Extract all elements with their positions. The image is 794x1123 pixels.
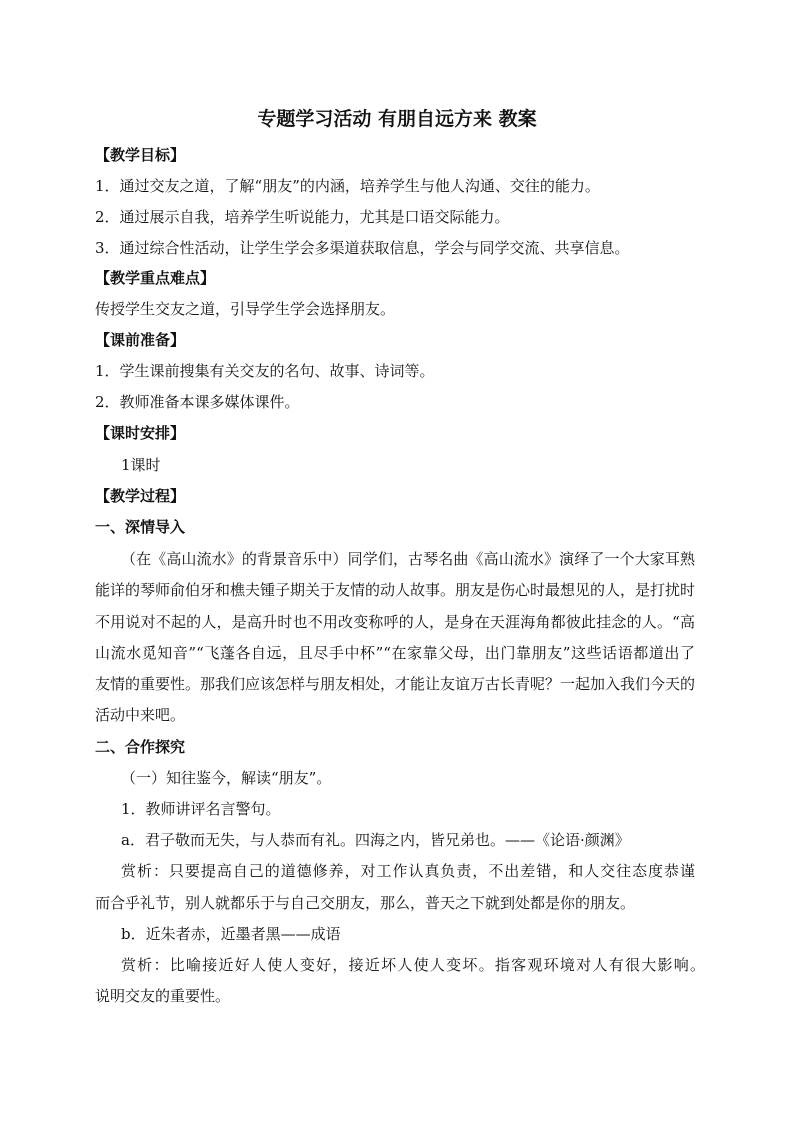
preparation-item-1: 1．学生课前搜集有关交友的名句、故事、诗词等。 — [95, 362, 435, 380]
intro-paragraph-line-3: 不用说对不起的人，是高升时也不用改变称呼的人，是身在天涯海角都彼此挂念的人。“高 — [95, 613, 695, 631]
subsection-heading-intro: 一、深情导入 — [95, 518, 186, 536]
appreciation-a-line-2: 而合乎礼节，别人就都乐于与自己交朋友，那么，普天之下就到处都是你的朋友。 — [95, 894, 636, 912]
explore-item-1: 1．教师讲评名言警句。 — [121, 800, 281, 818]
intro-paragraph-line-4: 山流水觅知音”“飞蓬各自远，且尽手中杯”“在家靠父母，出门靠朋友”这些话语都道出了 — [95, 644, 695, 662]
explore-part-1: （一）知往鉴今，解读“朋友”。 — [121, 769, 332, 787]
appreciation-b-line-1: 赏析：比喻接近好人使人变好，接近坏人使人变坏。指客观环境对人有很大影响。 — [121, 956, 705, 974]
objective-item-2: 2．通过展示自我，培养学生听说能力，尤其是口语交际能力。 — [95, 208, 510, 226]
intro-paragraph-line-5: 友情的重要性。那我们应该怎样与朋友相处，才能让友谊万古长青呢？一起加入我们今天的 — [95, 675, 696, 693]
intro-paragraph-line-1: （在《高山流水》的背景音乐中）同学们，古琴名曲《高山流水》演绎了一个大家耳熟 — [121, 550, 695, 568]
section-heading-schedule: 【课时安排】 — [95, 424, 186, 442]
appreciation-b-line-2: 说明交友的重要性。 — [95, 987, 231, 1005]
intro-paragraph-line-6: 活动中来吧。 — [95, 706, 186, 724]
document-title: 专题学习活动 有朋自远方来 教案 — [257, 108, 537, 130]
preparation-item-2: 2．教师准备本课多媒体课件。 — [95, 393, 300, 411]
subsection-heading-explore: 二、合作探究 — [95, 738, 186, 756]
objective-item-3: 3．通过综合性活动，让学生学会多渠道获取信息，学会与同学交流、共享信息。 — [95, 239, 630, 257]
key-points-text: 传授学生交友之道，引导学生学会选择朋友。 — [95, 300, 396, 318]
quote-a: a．君子敬而无失，与人恭而有礼。四海之内，皆兄弟也。——《论语·颜渊》 — [121, 831, 630, 849]
quote-b: b．近朱者赤，近墨者黑——成语 — [121, 925, 341, 943]
objective-item-1: 1．通过交友之道，了解“朋友”的内涵，培养学生与他人沟通、交往的能力。 — [95, 177, 600, 195]
section-heading-process: 【教学过程】 — [95, 487, 186, 505]
section-heading-key-points: 【教学重点难点】 — [95, 269, 216, 287]
section-heading-objectives: 【教学目标】 — [95, 146, 186, 164]
schedule-text: 1课时 — [121, 456, 161, 474]
section-heading-preparation: 【课前准备】 — [95, 331, 186, 349]
intro-paragraph-line-2: 能详的琴师俞伯牙和樵夫锺子期关于友情的动人故事。朋友是伤心时最想见的人，是打扰时 — [95, 581, 696, 599]
appreciation-a-line-1: 赏析：只要提高自己的道德修养，对工作认真负责，不出差错，和人交往态度恭谨 — [121, 862, 695, 880]
